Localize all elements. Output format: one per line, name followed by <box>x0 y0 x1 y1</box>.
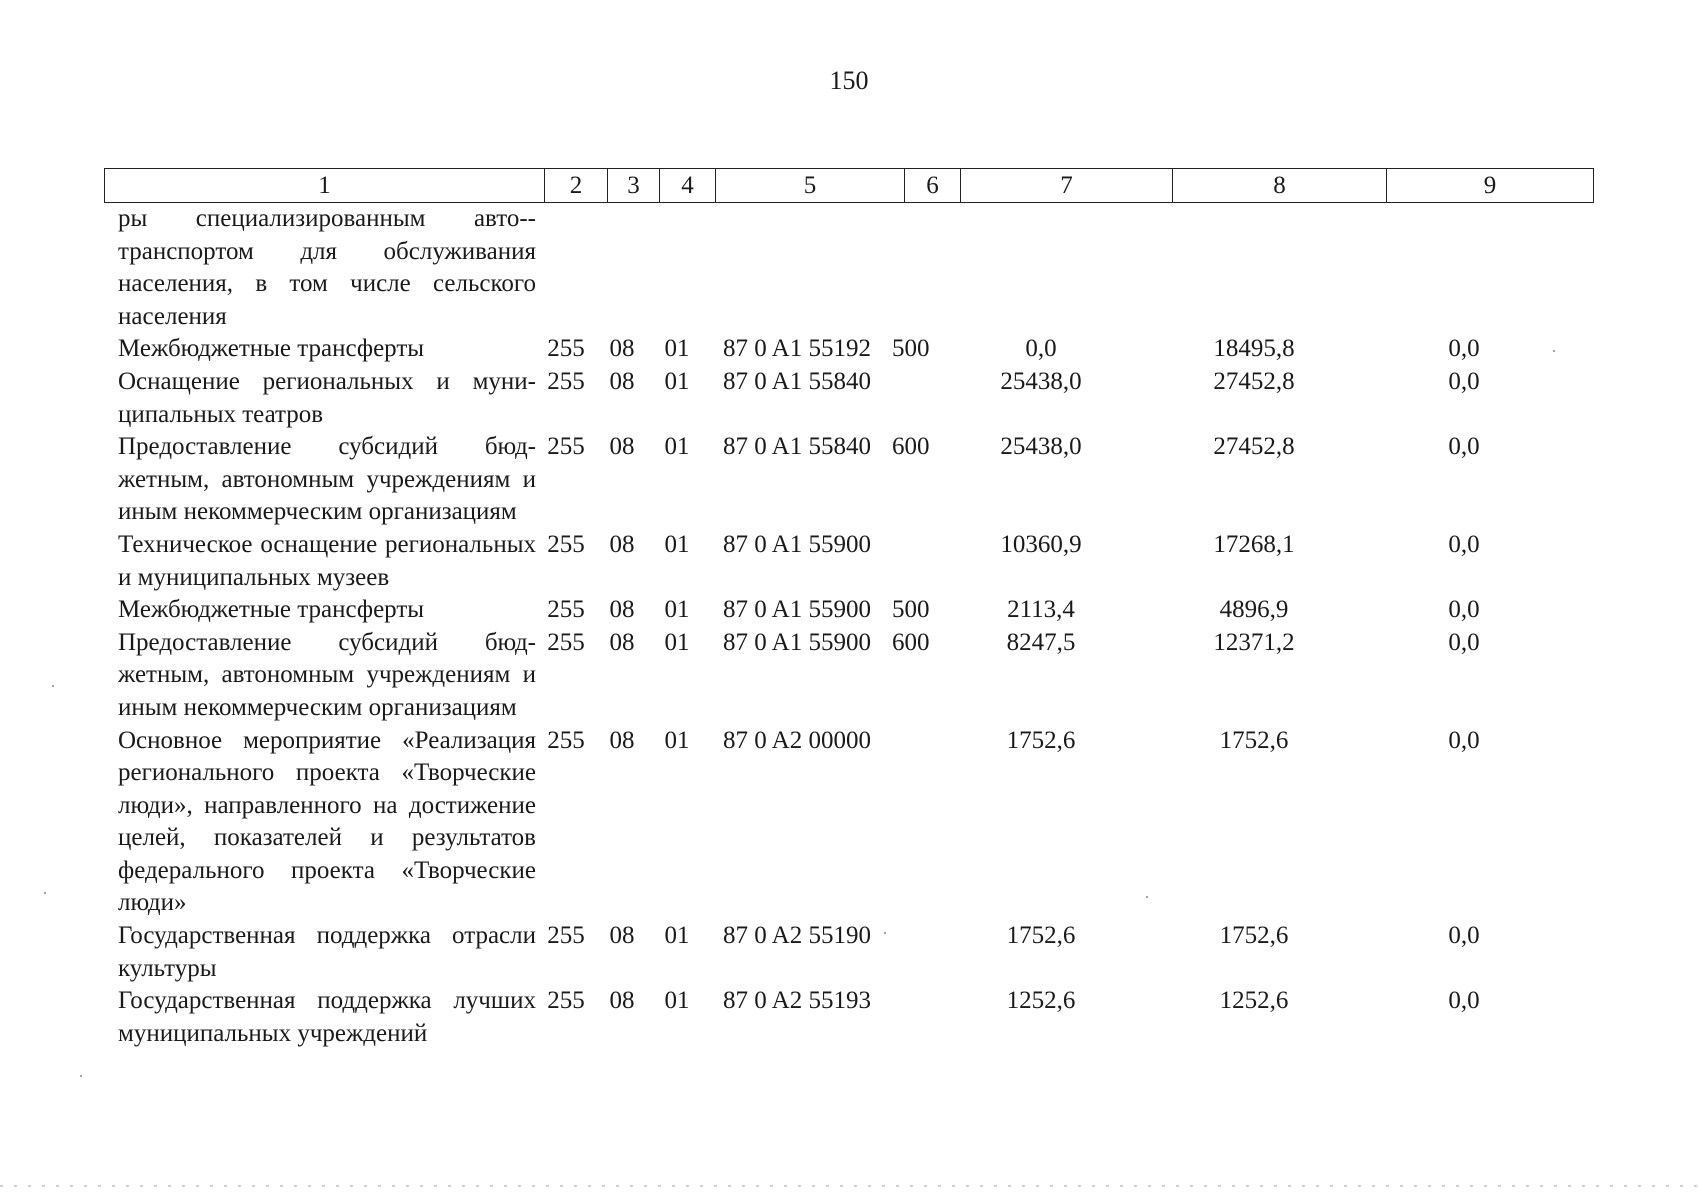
table-row <box>104 203 1604 333</box>
table-row <box>104 725 1604 921</box>
row-code-5: 87 0 A2 55193 <box>723 987 871 1015</box>
row-code-2: 255 <box>547 335 585 363</box>
scan-speck <box>884 932 886 934</box>
table-row <box>104 529 1604 594</box>
row-code-4: 01 <box>664 335 690 363</box>
row-amount-7: 2113,4 <box>1007 596 1075 624</box>
row-amount-8: 27452,8 <box>1213 367 1295 395</box>
row-amount-8: 17268,1 <box>1213 530 1295 558</box>
row-amount-9: 0,0 <box>1448 628 1480 656</box>
row-code-3: 08 <box>609 530 635 558</box>
row-amount-8: 1252,6 <box>1219 987 1289 1015</box>
table-row <box>104 920 1604 985</box>
row-code-2: 255 <box>547 530 585 558</box>
scan-speck <box>1553 350 1555 352</box>
row-name: ры специализированным авто-транспортом для обслуживания населения, в том числе сельского населения <box>118 205 536 330</box>
column-header-7: 7 <box>961 169 1173 203</box>
row-code-3: 08 <box>609 335 635 363</box>
scan-edge-noise <box>0 1185 1698 1187</box>
row-code-6: 600 <box>892 433 930 461</box>
column-header-3: 3 <box>608 169 660 203</box>
table-row <box>104 627 1604 725</box>
column-header-4: 4 <box>660 169 716 203</box>
row-code-5: 87 0 A1 55900 <box>723 530 871 558</box>
row-code-5: 87 0 A1 55900 <box>723 628 871 656</box>
row-amount-9: 0,0 <box>1448 530 1480 558</box>
row-amount-7: 25438,0 <box>1000 433 1082 461</box>
row-code-5: 87 0 A1 55192 <box>723 335 871 363</box>
row-amount-8: 18495,8 <box>1213 335 1295 363</box>
scan-speck <box>44 892 46 894</box>
row-amount-9: 0,0 <box>1448 987 1480 1015</box>
row-amount-9: 0,0 <box>1448 335 1480 363</box>
row-amount-8: 1752,6 <box>1219 922 1289 950</box>
column-header-1: 1 <box>105 169 545 203</box>
row-code-4: 01 <box>664 922 690 950</box>
row-code-5: 87 0 A1 55840 <box>723 367 871 395</box>
row-amount-7: 1752,6 <box>1006 922 1076 950</box>
row-amount-7: 8247,5 <box>1006 628 1076 656</box>
row-code-4: 01 <box>664 628 690 656</box>
row-name: Оснащение региональных и муниципальных театров <box>118 367 536 428</box>
column-header-5: 5 <box>716 169 905 203</box>
row-code-4: 01 <box>664 433 690 461</box>
row-code-2: 255 <box>547 628 585 656</box>
row-code-5: 87 0 A2 00000 <box>723 726 871 754</box>
row-code-3: 08 <box>609 367 635 395</box>
column-header-table <box>104 168 1594 203</box>
row-code-4: 01 <box>664 726 690 754</box>
table-row <box>104 333 1604 366</box>
table-row <box>104 594 1604 627</box>
row-code-2: 255 <box>547 987 585 1015</box>
row-code-2: 255 <box>547 367 585 395</box>
row-code-2: 255 <box>547 433 585 461</box>
row-code-4: 01 <box>664 367 690 395</box>
row-amount-8: 27452,8 <box>1213 433 1295 461</box>
column-header-row <box>105 169 1594 203</box>
budget-table-body <box>104 203 1604 1050</box>
page-number: 150 <box>829 66 869 95</box>
row-code-5: 87 0 A1 55840 <box>723 433 871 461</box>
row-code-3: 08 <box>609 628 635 656</box>
row-code-3: 08 <box>609 596 635 624</box>
row-code-3: 08 <box>609 433 635 461</box>
row-code-2: 255 <box>547 922 585 950</box>
row-amount-9: 0,0 <box>1448 726 1480 754</box>
row-name: Межбюджетные трансферты <box>118 335 425 363</box>
row-code-5: 87 0 A2 55190 <box>723 922 871 950</box>
row-code-6: 500 <box>892 335 930 363</box>
row-amount-7: 1752,6 <box>1006 726 1076 754</box>
row-name: Государственная поддержка отрасли культуры <box>118 922 536 982</box>
row-code-4: 01 <box>664 596 690 624</box>
row-code-3: 08 <box>609 922 635 950</box>
row-amount-7: 10360,9 <box>1000 530 1082 558</box>
column-header-2: 2 <box>545 169 608 203</box>
row-code-2: 255 <box>547 596 585 624</box>
row-amount-9: 0,0 <box>1448 367 1480 395</box>
row-name: Техническое оснащение региональных и муниципальных музеев <box>118 530 536 591</box>
row-name: Предоставление субсидий бюджетным, автономным учреждениям и иным некоммерческим организациям <box>118 628 536 721</box>
row-amount-8: 12371,2 <box>1213 628 1295 656</box>
row-amount-7: 1252,6 <box>1006 987 1076 1015</box>
row-amount-7: 25438,0 <box>1000 367 1082 395</box>
row-name: Предоставление субсидий бюджетным, автономным учреждениям и иным некоммерческим организациям <box>118 433 536 526</box>
row-code-3: 08 <box>609 726 635 754</box>
row-amount-8: 1752,6 <box>1219 726 1289 754</box>
row-amount-9: 0,0 <box>1448 596 1480 624</box>
row-amount-9: 0,0 <box>1448 433 1480 461</box>
row-code-5: 87 0 A1 55900 <box>723 596 871 624</box>
row-code-4: 01 <box>664 530 690 558</box>
row-code-6: 600 <box>892 628 930 656</box>
row-code-4: 01 <box>664 987 690 1015</box>
column-header-8: 8 <box>1173 169 1387 203</box>
row-name: Межбюджетные трансферты <box>118 596 425 624</box>
scan-speck <box>1146 896 1148 898</box>
row-code-6: 500 <box>892 596 930 624</box>
row-amount-9: 0,0 <box>1448 922 1480 950</box>
row-amount-7: 0,0 <box>1025 335 1057 363</box>
row-code-2: 255 <box>547 726 585 754</box>
table-row <box>104 431 1604 529</box>
table-row <box>104 985 1604 1050</box>
row-name: Государственная поддержка лучших муниципальных учреждений <box>118 987 536 1047</box>
column-header-9: 9 <box>1387 169 1594 203</box>
column-header-6: 6 <box>905 169 961 203</box>
scan-speck <box>80 1075 82 1077</box>
table-row <box>104 366 1604 431</box>
scan-speck <box>52 685 54 687</box>
row-name: Основное мероприятие «Реализация регионального проекта «Творческие люди», направленного на достижение целей, показателей и результатов федерального проекта «Творческие люди» <box>118 726 536 917</box>
row-code-3: 08 <box>609 987 635 1015</box>
row-amount-8: 4896,9 <box>1219 596 1289 624</box>
